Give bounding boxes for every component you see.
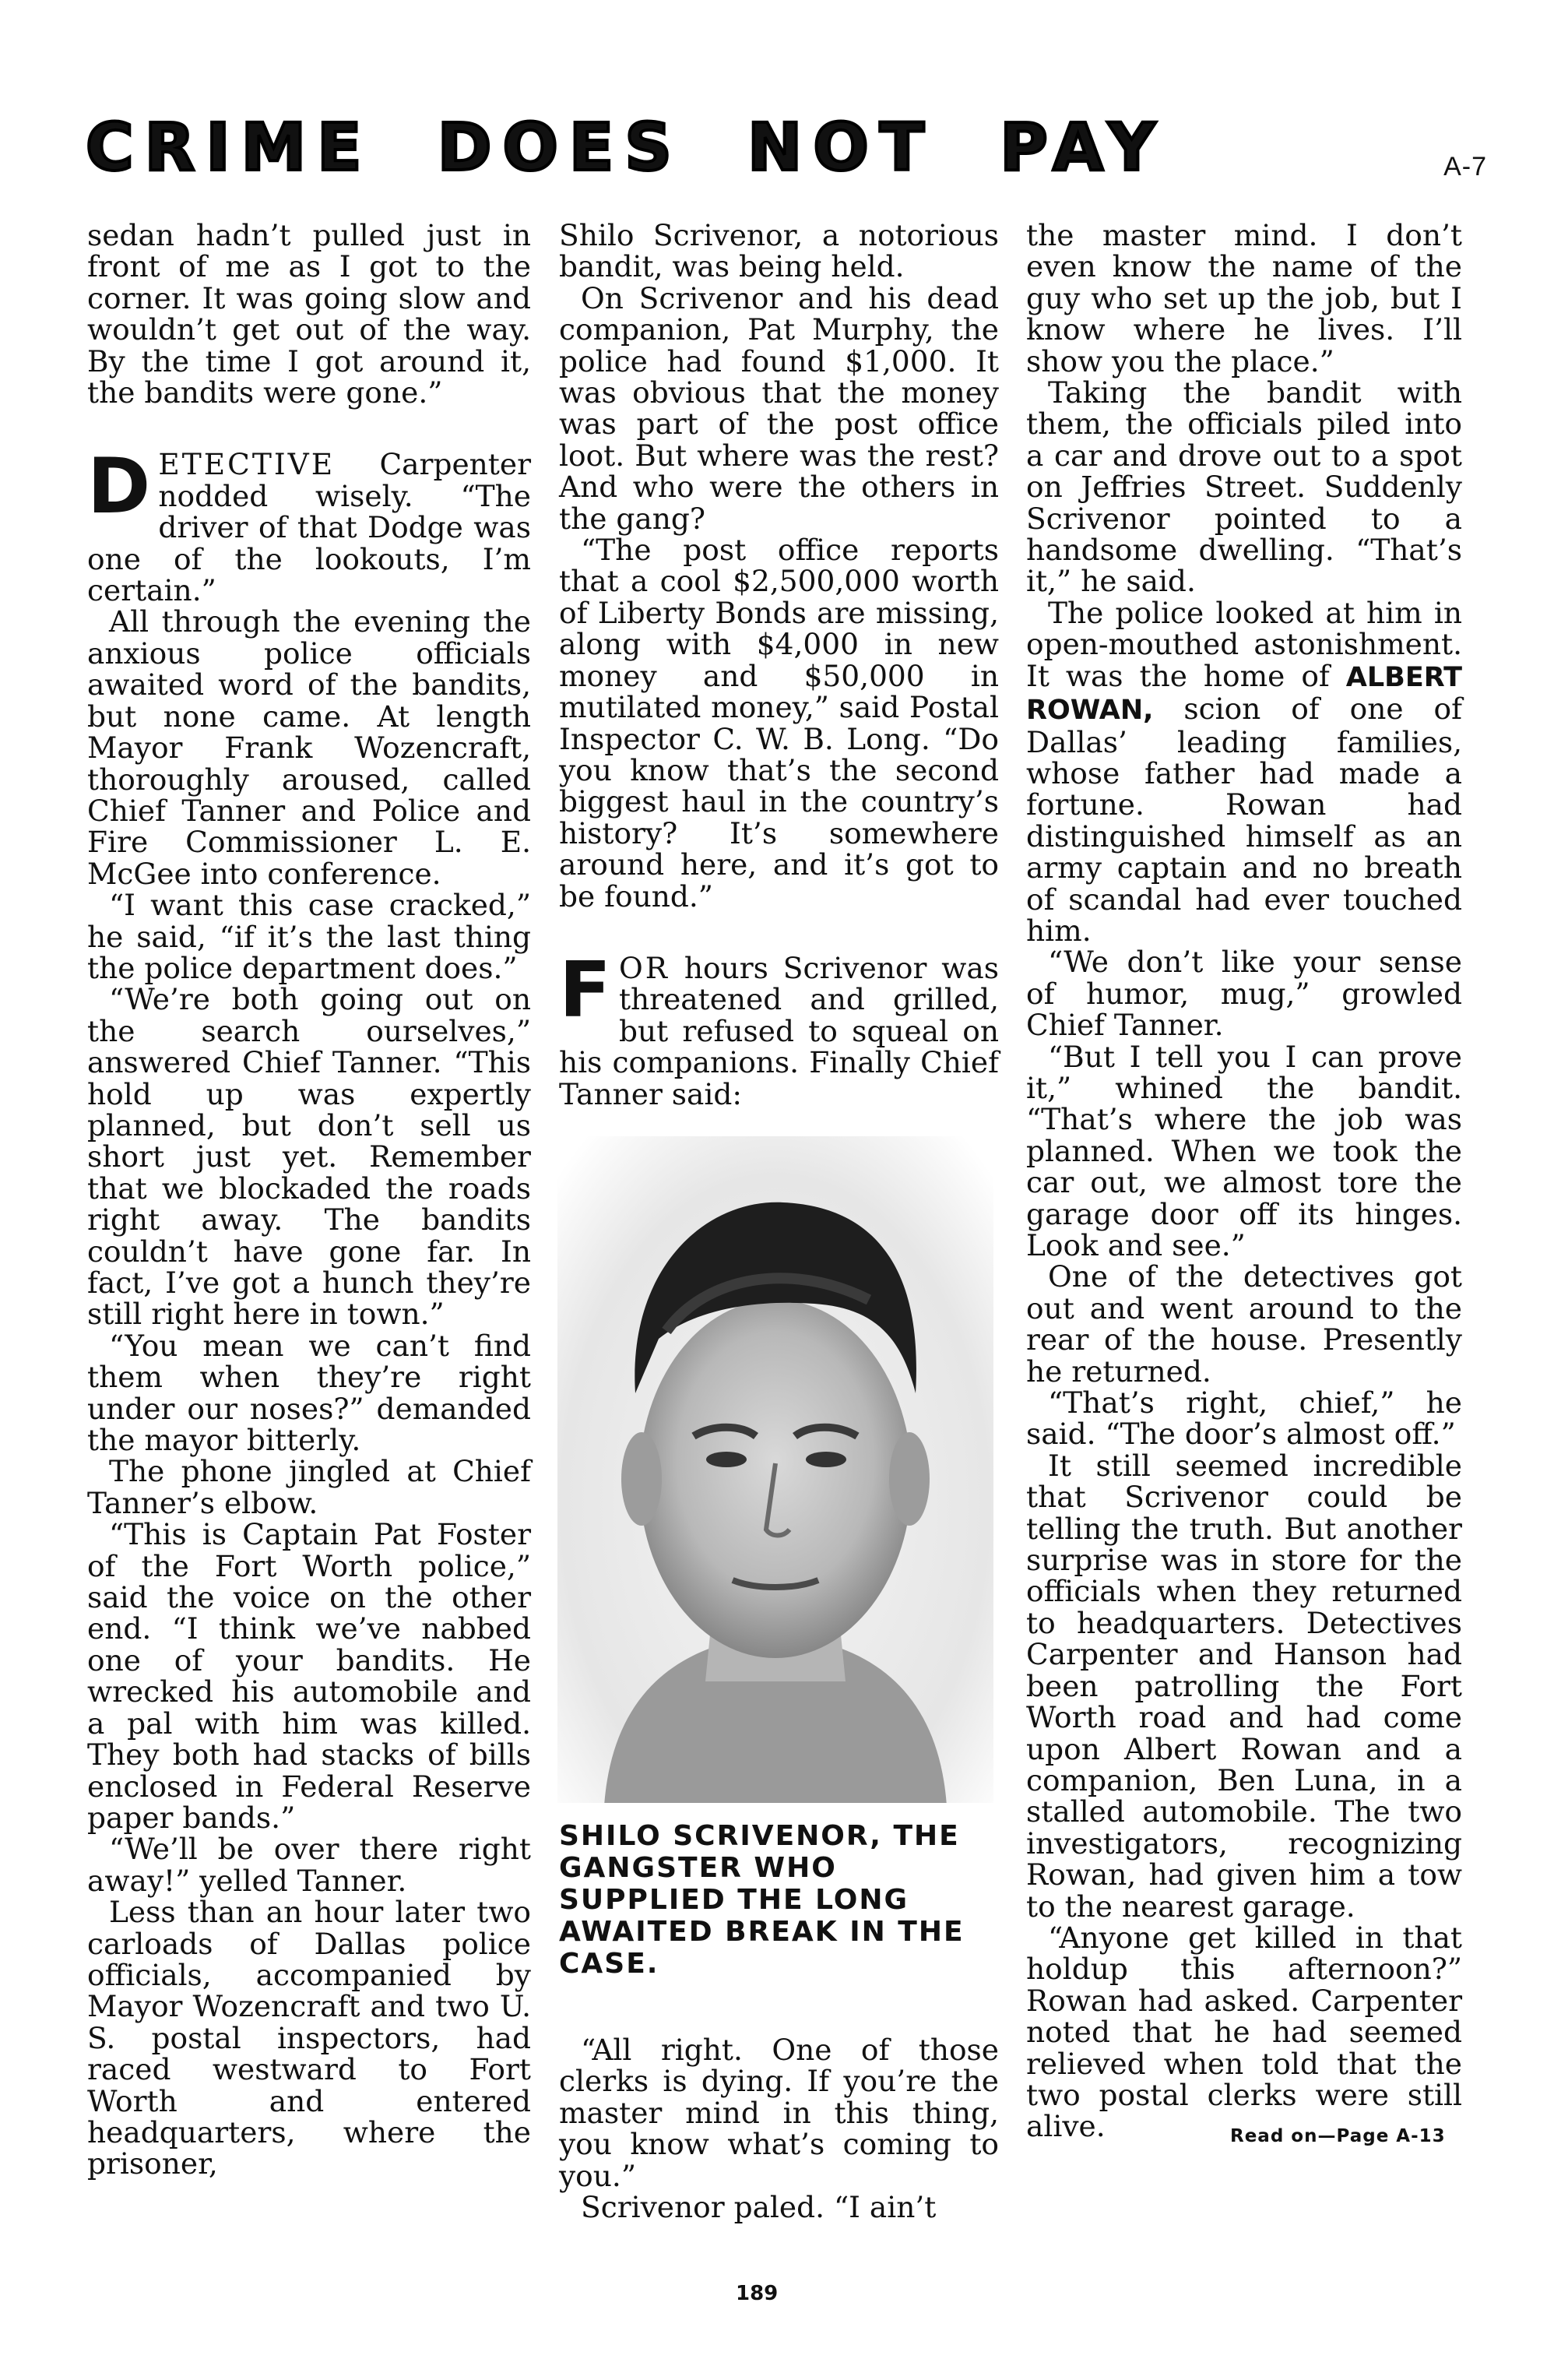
column-3 xyxy=(1026,220,1462,2142)
paragraph: Less than an hour later two carloads of Dallas police officials, accompanied by Mayor Wozencraft and two U. S. postal inspectors, had raced westward to Fort Worth and entered headquarters, where the prisoner, xyxy=(87,1895,531,2181)
paragraph: It still seemed incredible that Scrivenor could be telling the truth. But another surprise was in store for the officials when they returned to headquarters. Detectives Carpenter and Hanson had been patrolling the Fort Worth road and had come upon Albert Rowan and a companion, Ben Luna, in a stalled automobile. The two investigators, recognizing Rowan, had given him a tow to the nearest garage. xyxy=(1026,1448,1462,1924)
paragraph: All through the evening the anxious police officials awaited word of the bandits, but none came. At length Mayor Frank Wozencraft, thoroughly aroused, called Chief Tanner and Police and Fire Commissioner L. E. McGee into conference. xyxy=(87,604,531,891)
drop-cap: D xyxy=(87,442,151,532)
lead-in: ETECTIVE xyxy=(158,447,336,482)
magazine-title: CRIME DOES NOT PAY xyxy=(86,109,1166,185)
paragraph xyxy=(87,442,531,608)
paragraph-text: scion of one of Dallas’ leading families, whose father had made a fortune. Rowan had distinguished himself as an army captain and no breath of scandal had ever touched him. xyxy=(1026,692,1462,948)
paragraph: One of the detectives got out and went around to the rear of the house. Presently he returned. xyxy=(1026,1259,1462,1389)
paragraph: “We’re both going out on the search ourselves,” answered Chief Tanner. “This hold up was expertly planned, but don’t sell us short just yet. Remember that we blockaded the roads right away. The bandits couldn’t have gone far. In fact, I’ve got a hunch they’re still right here in town.” xyxy=(87,982,531,1332)
paragraph: “We don’t like your sense of humor, mug,” growled Chief Tanner. xyxy=(1026,945,1462,1043)
paragraph: “Anyone get killed in that holdup this afternoon?” Rowan had asked. Carpenter noted that he had seemed relieved when told that the two postal clerks were still alive. xyxy=(1026,1920,1462,2144)
paragraph: “I want this case cracked,” he said, “if it’s the last thing the police department does.” xyxy=(87,888,531,985)
paragraph xyxy=(1026,597,1462,946)
paragraph: the master mind. I don’t even know the name of the guy who set up the job, but I know where he lives. I’ll show you the place.” xyxy=(1026,218,1462,378)
paragraph: “That’s right, chief,” he said. “The door’s almost off.” xyxy=(1026,1385,1462,1452)
page-label: A-7 xyxy=(1443,152,1487,181)
paragraph: “All right. One of those clerks is dying. If you’re the master mind in this thing, you know what’s coming to you.” xyxy=(559,2032,999,2193)
paragraph: Shilo Scrivenor, a notorious bandit, was being held. xyxy=(559,218,999,284)
column-1 xyxy=(87,220,531,2180)
paragraph: “But I tell you I can prove it,” whined the bandit. “That’s where the job was planned. When we took the car out, we almost tore the garage door off its hinges. Look and see.” xyxy=(1026,1039,1462,1262)
drop-cap: F xyxy=(559,945,611,1035)
paragraph-text: hours Scrivenor was threatened and grilled, but refused to squeal on his companions. Finally Chief Tanner said: xyxy=(559,950,999,1111)
continuation-note: Read on—Page A-13 xyxy=(1230,2126,1446,2146)
portrait-photo xyxy=(557,1136,993,1803)
paragraph: Taking the bandit with them, the officials piled into a car and drove out to a spot on Jeffries Street. Suddenly Scrivenor pointed to a handsome dwelling. “That’s it,” he said. xyxy=(1026,375,1462,599)
page-number: 189 xyxy=(736,2282,779,2305)
paragraph: “This is Captain Pat Foster of the Fort Worth police,” said the voice on the other end. “I think we’ve nabbed one of your bandits. He wrecked his automobile and a pal with him was killed. They both had stacks of bills enclosed in Federal Reserve paper bands.” xyxy=(87,1517,531,1835)
lead-in: OR xyxy=(618,950,670,985)
paragraph: sedan hadn’t pulled just in front of me as I got to the corner. It was going slow and wouldn’t get out of the way. By the time I got around it, the bandits were gone.” xyxy=(87,218,531,410)
paragraph: “The post office reports that a cool $2,500,000 worth of Liberty Bonds are missing, along with $4,000 in new money and $50,000 in mutilated money,” said Postal Inspector C. W. B. Long. “Do you know that’s the second biggest haul in the country’s history? It’s somewhere around here, and it’s got to be found.” xyxy=(559,533,999,914)
photo-caption: SHILO SCRIVENOR, THE GANGSTER WHO SUPPLIED THE LONG AWAITED BREAK IN THE CASE. xyxy=(559,1819,965,1980)
paragraph: “You mean we can’t find them when they’re right under our noses?” demanded the mayor bitterly. xyxy=(87,1328,531,1458)
paragraph-text: The police looked at him in open-mouthed astonishment. It was the home of xyxy=(1026,595,1462,693)
column-2 xyxy=(559,220,999,2223)
paragraph: Scrivenor paled. “I ain’t xyxy=(581,2190,937,2224)
paragraph xyxy=(559,945,999,1111)
paragraph: “We’ll be over there right away!” yelled Tanner. xyxy=(87,1832,531,1898)
page-header xyxy=(86,109,1487,210)
paragraph: On Scrivenor and his dead companion, Pat Murphy, the police had found $1,000. It was obvious that the money was part of the post office loot. But where was the rest? And who were the others in the gang? xyxy=(559,280,999,536)
paragraph-text: Carpenter nodded wisely. “The driver of that Dodge was one of the lookouts, I’m certain.” xyxy=(87,447,531,608)
paragraph: The phone jingled at Chief Tanner’s elbow. xyxy=(87,1454,531,1520)
bold-name: ALBERT ROWAN, xyxy=(1026,661,1462,727)
